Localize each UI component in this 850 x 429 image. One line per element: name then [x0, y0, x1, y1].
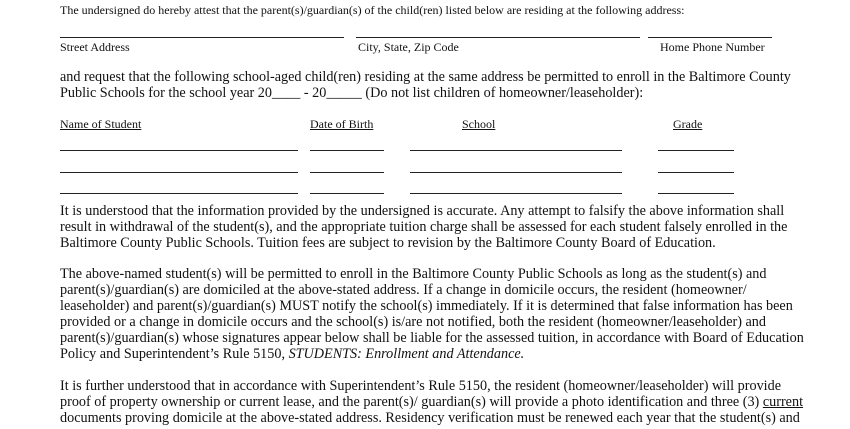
header-date-of-birth: Date of Birth: [310, 117, 374, 131]
header-school: School: [462, 117, 496, 131]
student-name-input[interactable]: [60, 158, 298, 172]
student-name-line: [60, 172, 298, 173]
student-grade-line: [658, 172, 734, 173]
attest-statement: The undersigned do hereby attest that the parent(s)/guardian(s) of the child(ren) listed below are residing at the following address:: [60, 3, 685, 17]
paragraph-line: Baltimore County Public Schools. Tuition fees are subject to revision by the Baltimore County Board of Education.: [60, 235, 716, 251]
paragraph-line: It is further understood that in accordance with Superintendent’s Rule 5150, the resident (homeowner/leaseholder) will provide: [60, 378, 781, 394]
student-grade-input[interactable]: [658, 136, 734, 150]
student-grade-input[interactable]: [658, 158, 734, 172]
student-name-line: [60, 193, 298, 194]
home-phone-label: Home Phone Number: [660, 40, 765, 54]
current-emphasis: current: [762, 394, 804, 410]
student-dob-input[interactable]: [310, 158, 384, 172]
student-school-line: [410, 172, 622, 173]
city-state-zip-line: [356, 37, 640, 38]
student-school-input[interactable]: [410, 179, 622, 193]
request-line-2: Public Schools for the school year 20____ - 20_____ (Do not list children of homeowner/leaseholder):: [60, 85, 644, 101]
policy-reference: Policy and Superintendent’s Rule 5150,: [60, 346, 289, 362]
paragraph-line: parent(s)/guardian(s) whose signatures appear below shall be liable for the assessed tuition, in accordance with Board of Education: [60, 330, 804, 346]
accuracy-paragraph: [60, 203, 820, 251]
verification-paragraph: [60, 378, 820, 426]
street-address-label: Street Address: [60, 40, 130, 54]
header-name-of-student: Name of Student: [60, 117, 142, 131]
student-school-line: [410, 193, 622, 194]
paragraph-line: The above-named student(s) will be permitted to enroll in the Baltimore County Public Schools as long as the student(s) and: [60, 266, 767, 282]
request-line-1: and request that the following school-aged child(ren) residing at the same address be permitted to enroll in the Baltimore County: [60, 69, 791, 85]
student-dob-input[interactable]: [310, 136, 384, 150]
paragraph-line: It is understood that the information provided by the undersigned is accurate. Any attempt to falsify the above information shall: [60, 203, 785, 219]
street-address-line: [60, 37, 344, 38]
student-grade-input[interactable]: [658, 179, 734, 193]
paragraph-line: leaseholder) and parent(s)/guardian(s) MUST notify the school(s) immediately. If it is determined that false information has been: [60, 298, 793, 314]
student-dob-line: [310, 193, 384, 194]
student-dob-line: [310, 150, 384, 151]
home-phone-line: [648, 37, 772, 38]
paragraph-line: [60, 346, 820, 362]
paragraph-line: result in withdrawal of the student(s), and the appropriate tuition charge shall be assessed for each student falsely enrolled in the: [60, 219, 788, 235]
student-grade-line: [658, 193, 734, 194]
student-school-input[interactable]: [410, 158, 622, 172]
student-name-input[interactable]: [60, 179, 298, 193]
paragraph-line: documents proving domicile at the above-stated address. Residency verification must be renewed each year that the student(s) and: [60, 410, 800, 426]
city-state-zip-label: City, State, Zip Code: [358, 40, 459, 54]
home-phone-input[interactable]: [648, 23, 772, 37]
student-dob-input[interactable]: [310, 179, 384, 193]
street-address-input[interactable]: [60, 23, 344, 37]
student-name-line: [60, 150, 298, 151]
header-grade: Grade: [673, 117, 703, 131]
paragraph-line: provided or a change in domicile occurs and the school(s) is/are not notified, both the resident (homeowner/leaseholder) and: [60, 314, 766, 330]
student-grade-line: [658, 150, 734, 151]
proof-text: proof of property ownership or current lease, and the parent(s)/ guardian(s) will provide a photo identification and three (3): [60, 394, 763, 410]
student-name-input[interactable]: [60, 136, 298, 150]
student-school-line: [410, 150, 622, 151]
policy-title: STUDENTS: Enrollment and Attendance.: [288, 346, 525, 362]
paragraph-line: parent(s)/guardian(s) are domiciled at the above-stated address. If a change in domicile occurs, the resident (homeowner/: [60, 282, 747, 298]
city-state-zip-input[interactable]: [356, 23, 640, 37]
domicile-paragraph: [60, 266, 820, 362]
student-school-input[interactable]: [410, 136, 622, 150]
student-dob-line: [310, 172, 384, 173]
paragraph-line: [60, 394, 820, 410]
